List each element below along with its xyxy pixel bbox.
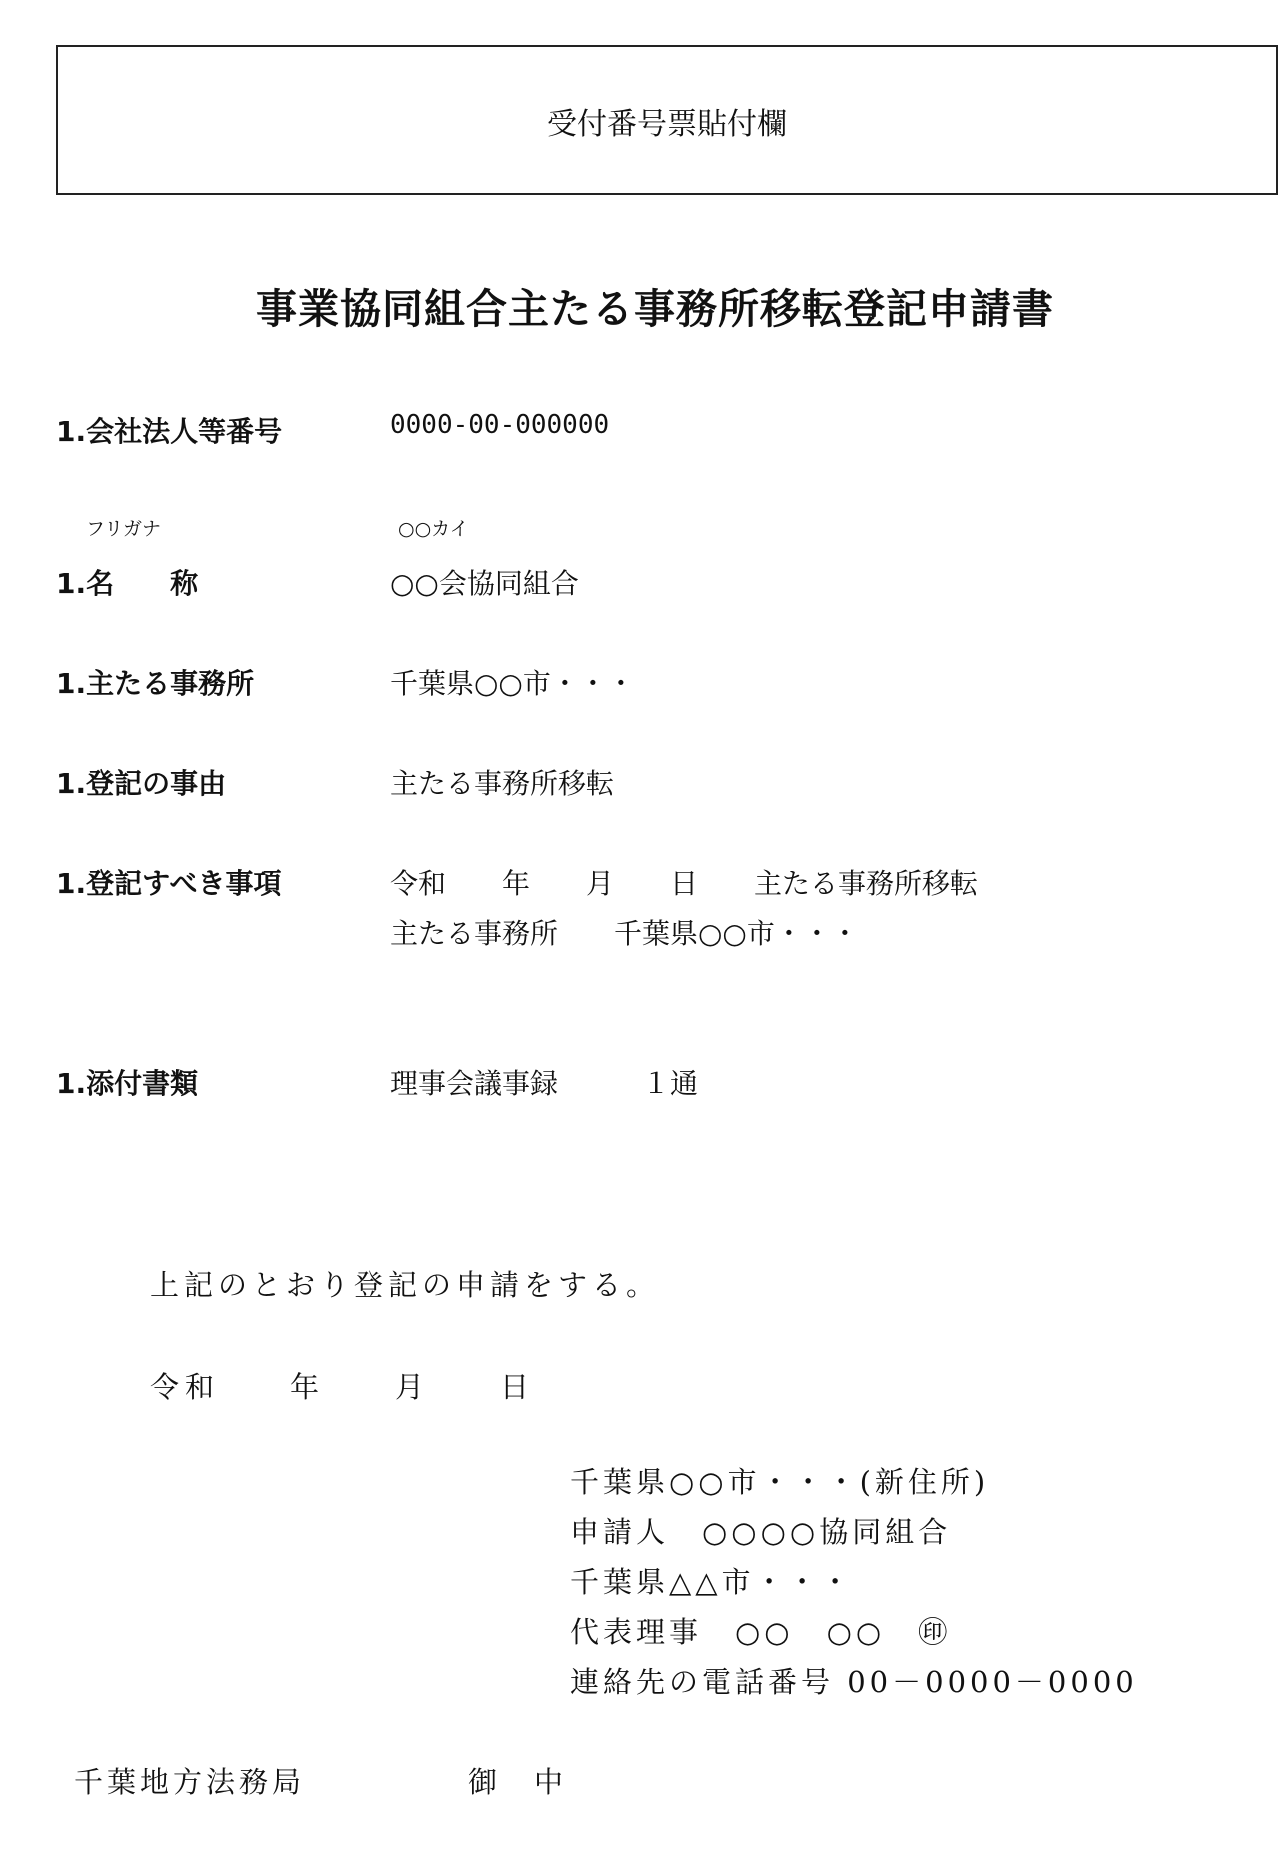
addressee-honorific: 御 中	[468, 1765, 568, 1799]
application-date: 令和 年 月 日	[150, 1370, 536, 1404]
stamp-box-label: 受付番号票貼付欄	[547, 107, 787, 142]
application-statement: 上記のとおり登記の申請をする。	[150, 1268, 661, 1302]
representative-address: 千葉県△△市・・・	[570, 1565, 854, 1599]
attachments-label: 1.添付書類	[56, 1067, 199, 1100]
corp-number-label: 1.会社法人等番号	[56, 415, 283, 448]
registration-items-line2: 主たる事務所 千葉県○○市・・・	[390, 917, 859, 950]
main-office-value: 千葉県○○市・・・	[390, 667, 635, 700]
attachments-value: 理事会議事録 １通	[390, 1067, 699, 1100]
main-office-label: 1.主たる事務所	[56, 667, 255, 700]
name-value: ○○会協同組合	[390, 567, 579, 600]
applicant-new-address: 千葉県○○市・・・(新住所)	[570, 1465, 990, 1499]
reception-number-stamp-box	[56, 45, 1278, 195]
furigana-value: ○○カイ	[398, 518, 469, 540]
registration-reason-label: 1.登記の事由	[56, 767, 227, 800]
representative-director: 代表理事 ○○ ○○ ㊞	[570, 1615, 952, 1649]
contact-phone: 連絡先の電話番号 00－0000－0000	[570, 1665, 1138, 1699]
registration-items-label: 1.登記すべき事項	[56, 867, 282, 900]
addressee-office: 千葉地方法務局	[74, 1765, 306, 1799]
registration-reason-value: 主たる事務所移転	[390, 767, 615, 800]
furigana-label: フリガナ	[86, 518, 162, 540]
registration-items-line1: 令和 年 月 日 主たる事務所移転	[390, 867, 979, 900]
corp-number-value: 0000-00-000000	[390, 410, 610, 440]
name-label: 1.名 称	[56, 567, 199, 600]
document-title: 事業協同組合主たる事務所移転登記申請書	[256, 285, 1054, 333]
applicant-name: 申請人 ○○○○協同組合	[570, 1515, 952, 1549]
